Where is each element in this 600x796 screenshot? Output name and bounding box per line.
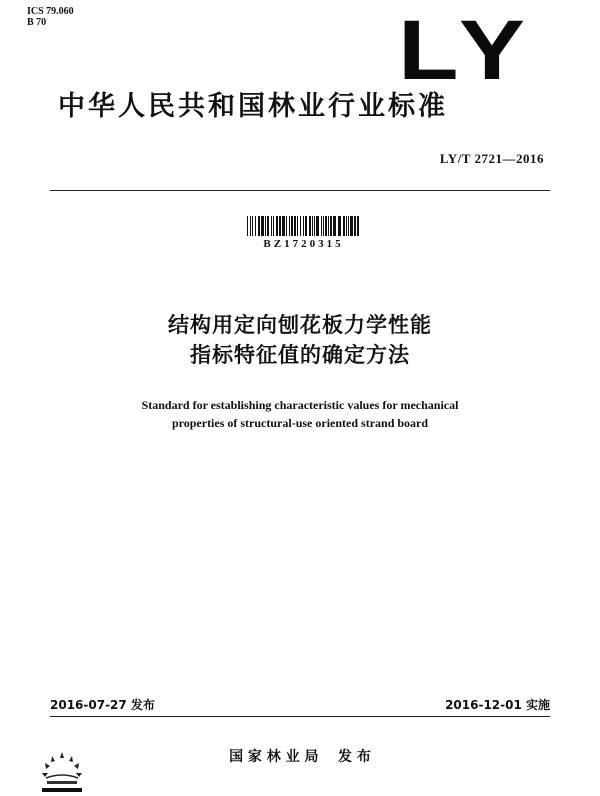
barcode-bar	[297, 216, 298, 236]
footer-divider	[50, 716, 550, 717]
barcode-bar	[316, 216, 319, 236]
barcode-bar	[276, 216, 278, 236]
barcode-bar	[350, 216, 353, 236]
barcode-bar	[300, 216, 301, 236]
header-divider	[50, 190, 550, 191]
barcode-bar	[255, 216, 256, 236]
barcode-bar	[346, 216, 347, 236]
barcode-image	[247, 216, 360, 236]
barcode-bar	[289, 216, 290, 236]
barcode-bar	[354, 216, 356, 236]
barcode-bar	[291, 216, 293, 236]
standard-code-logo: LY	[398, 3, 535, 97]
barcode-bar	[348, 216, 349, 236]
implementation-date: 2016-12-01 实施	[445, 698, 550, 712]
barcode-bar	[265, 216, 266, 236]
category-title: 中华人民共和国林业行业标准	[58, 91, 448, 122]
barcode-bar	[286, 216, 287, 236]
barcode-bar	[343, 216, 345, 236]
barcode-bar	[305, 216, 307, 236]
barcode-bar	[357, 216, 359, 236]
barcode-bar	[333, 216, 336, 236]
barcode-bar	[314, 216, 315, 236]
barcode-bar	[271, 216, 272, 236]
publisher-line: 国 家 林 业 局 发 布	[229, 749, 371, 765]
barcode-bar	[321, 216, 322, 236]
title-cn-line-1: 结构用定向刨花板力学性能	[168, 313, 432, 337]
barcode-bar	[309, 216, 311, 236]
barcode-bar	[338, 216, 341, 236]
title-en-line-2: properties of structural-use oriented strand board	[171, 416, 429, 430]
barcode-bar	[279, 216, 281, 236]
ics-code: ICS 79.060	[27, 6, 74, 17]
title-en-line-1: Standard for establishing characteristic values for mechanical	[141, 398, 459, 412]
barcode-bar	[250, 216, 251, 236]
barcode-bar	[330, 216, 332, 236]
ccs-code: B 70	[27, 17, 47, 28]
barcode-bar	[261, 216, 264, 236]
barcode-bar	[328, 216, 329, 236]
barcode-bar	[303, 216, 304, 236]
title-cn-line-2: 指标特征值的确定方法	[190, 343, 410, 367]
barcode-bar	[312, 216, 313, 236]
barcode-bar	[247, 216, 248, 236]
barcode-bar	[294, 216, 296, 236]
barcode-bar	[325, 216, 327, 236]
barcode-bar	[267, 216, 269, 236]
barcode-bar	[323, 216, 324, 236]
issue-date: 2016-07-27 发布	[50, 698, 155, 712]
standard-number: LY/T 2721—2016	[439, 151, 544, 166]
barcode-bar	[258, 216, 260, 236]
barcode-bar	[273, 216, 274, 236]
barcode-bar	[252, 216, 253, 236]
barcode-bar	[282, 216, 285, 236]
barcode-number: BZ1720315	[263, 238, 344, 250]
